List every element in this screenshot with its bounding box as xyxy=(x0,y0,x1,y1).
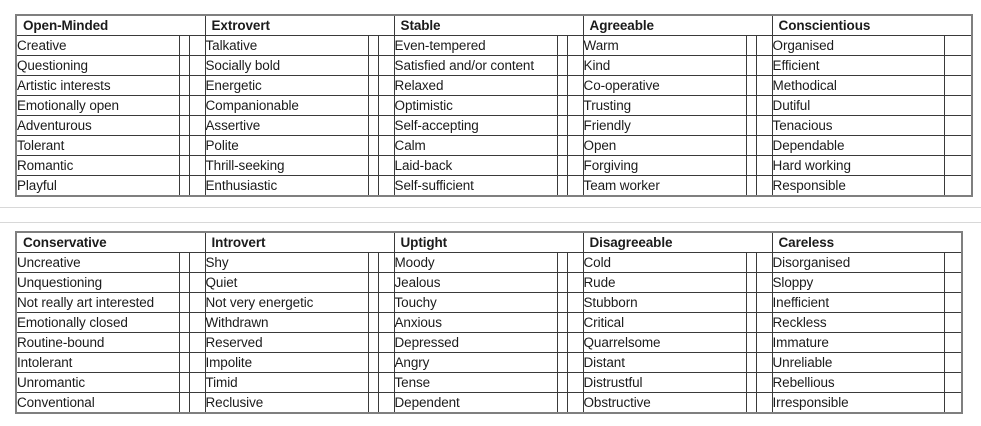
tick-box-cell[interactable] xyxy=(179,293,189,313)
trait-cell: Even-tempered xyxy=(394,36,557,56)
faint-divider-line xyxy=(0,207,981,208)
spacer-cell xyxy=(567,353,583,373)
tick-box-cell[interactable] xyxy=(179,136,189,156)
trait-cell: Moody xyxy=(394,253,557,273)
spacer-cell xyxy=(378,353,394,373)
tick-box-cell[interactable] xyxy=(944,76,972,96)
spacer-cell xyxy=(756,313,772,333)
negative-traits-table xyxy=(15,231,963,414)
spacer-cell xyxy=(378,156,394,176)
trait-cell: Dependable xyxy=(772,136,944,156)
tick-box-cell[interactable] xyxy=(179,56,189,76)
spacer-cell xyxy=(567,76,583,96)
tick-box-cell[interactable] xyxy=(746,253,756,273)
group-header-extrovert: Extrovert xyxy=(205,15,394,36)
trait-cell: Jealous xyxy=(394,273,557,293)
header-row xyxy=(16,232,962,253)
spacer-cell xyxy=(189,393,205,414)
tick-box-cell[interactable] xyxy=(179,333,189,353)
trait-cell: Dutiful xyxy=(772,96,944,116)
trait-cell: Quiet xyxy=(205,273,368,293)
spacer-cell xyxy=(189,273,205,293)
trait-cell: Assertive xyxy=(205,116,368,136)
group-header-careless: Careless xyxy=(772,232,962,253)
spacer-cell xyxy=(189,56,205,76)
trait-cell: Critical xyxy=(583,313,746,333)
tick-box-cell[interactable] xyxy=(368,96,378,116)
trait-cell: Distrustful xyxy=(583,373,746,393)
tick-box-cell[interactable] xyxy=(944,393,962,414)
tick-box-cell[interactable] xyxy=(557,76,567,96)
tick-box-cell[interactable] xyxy=(557,96,567,116)
spacer-cell xyxy=(189,176,205,197)
spacer-cell xyxy=(189,156,205,176)
header-row xyxy=(16,15,972,36)
trait-cell: Depressed xyxy=(394,333,557,353)
trait-cell: Creative xyxy=(16,36,179,56)
tick-box-cell[interactable] xyxy=(746,293,756,313)
tick-box-cell[interactable] xyxy=(179,273,189,293)
trait-row xyxy=(16,273,962,293)
trait-cell: Responsible xyxy=(772,176,944,197)
tick-box-cell[interactable] xyxy=(368,373,378,393)
trait-cell: Cold xyxy=(583,253,746,273)
spacer-cell xyxy=(756,116,772,136)
trait-row xyxy=(16,36,972,56)
tick-box-cell[interactable] xyxy=(746,273,756,293)
trait-cell: Touchy xyxy=(394,293,557,313)
tick-box-cell[interactable] xyxy=(944,333,962,353)
spacer-cell xyxy=(567,116,583,136)
spacer-cell xyxy=(567,373,583,393)
trait-cell: Inefficient xyxy=(772,293,944,313)
spacer-cell xyxy=(756,176,772,197)
tick-box-cell[interactable] xyxy=(179,176,189,197)
trait-cell: Reserved xyxy=(205,333,368,353)
positive-traits-band xyxy=(15,14,973,197)
spacer-cell xyxy=(378,333,394,353)
trait-cell: Efficient xyxy=(772,56,944,76)
spacer-cell xyxy=(189,313,205,333)
trait-cell: Team worker xyxy=(583,176,746,197)
spacer-cell xyxy=(189,76,205,96)
trait-cell: Reckless xyxy=(772,313,944,333)
tick-box-cell[interactable] xyxy=(368,293,378,313)
tick-box-cell[interactable] xyxy=(557,273,567,293)
trait-cell: Not really art interested xyxy=(16,293,179,313)
tick-box-cell[interactable] xyxy=(368,116,378,136)
tick-box-cell[interactable] xyxy=(746,333,756,353)
trait-cell: Rebellious xyxy=(772,373,944,393)
trait-cell: Enthusiastic xyxy=(205,176,368,197)
tick-box-cell[interactable] xyxy=(179,96,189,116)
tick-box-cell[interactable] xyxy=(557,313,567,333)
trait-cell: Unquestioning xyxy=(16,273,179,293)
group-header-introvert: Introvert xyxy=(205,232,394,253)
trait-cell: Forgiving xyxy=(583,156,746,176)
tick-box-cell[interactable] xyxy=(179,353,189,373)
tick-box-cell[interactable] xyxy=(557,136,567,156)
spacer-cell xyxy=(378,313,394,333)
spacer-cell xyxy=(189,253,205,273)
spacer-cell xyxy=(189,36,205,56)
tick-box-cell[interactable] xyxy=(944,353,962,373)
tick-box-cell[interactable] xyxy=(557,293,567,313)
tick-box-cell[interactable] xyxy=(944,56,972,76)
trait-row xyxy=(16,373,962,393)
trait-cell: Artistic interests xyxy=(16,76,179,96)
trait-cell: Anxious xyxy=(394,313,557,333)
tick-box-cell[interactable] xyxy=(944,373,962,393)
trait-row xyxy=(16,96,972,116)
negative-traits-band xyxy=(15,231,963,414)
trait-cell: Routine-bound xyxy=(16,333,179,353)
group-header-disagreeable: Disagreeable xyxy=(583,232,772,253)
tick-box-cell[interactable] xyxy=(368,36,378,56)
spacer-cell xyxy=(378,116,394,136)
tick-box-cell[interactable] xyxy=(557,176,567,197)
trait-cell: Companionable xyxy=(205,96,368,116)
trait-cell: Obstructive xyxy=(583,393,746,414)
trait-cell: Kind xyxy=(583,56,746,76)
trait-cell: Trusting xyxy=(583,96,746,116)
trait-cell: Shy xyxy=(205,253,368,273)
tick-box-cell[interactable] xyxy=(368,156,378,176)
trait-cell: Emotionally open xyxy=(16,96,179,116)
trait-row xyxy=(16,393,962,414)
spacer-cell xyxy=(756,36,772,56)
spacer-cell xyxy=(756,293,772,313)
tick-box-cell[interactable] xyxy=(368,273,378,293)
tick-box-cell[interactable] xyxy=(557,116,567,136)
tick-box-cell[interactable] xyxy=(746,96,756,116)
group-header-conscientious: Conscientious xyxy=(772,15,972,36)
tick-box-cell[interactable] xyxy=(944,96,972,116)
trait-cell: Polite xyxy=(205,136,368,156)
spacer-cell xyxy=(378,293,394,313)
trait-cell: Thrill-seeking xyxy=(205,156,368,176)
tick-box-cell[interactable] xyxy=(368,353,378,373)
tick-box-cell[interactable] xyxy=(944,136,972,156)
tick-box-cell[interactable] xyxy=(557,56,567,76)
spacer-cell xyxy=(189,116,205,136)
spacer-cell xyxy=(189,136,205,156)
spacer-cell xyxy=(189,293,205,313)
trait-cell: Relaxed xyxy=(394,76,557,96)
group-header-agreeable: Agreeable xyxy=(583,15,772,36)
trait-cell: Questioning xyxy=(16,56,179,76)
group-header-conservative: Conservative xyxy=(16,232,205,253)
trait-cell: Tense xyxy=(394,373,557,393)
trait-row xyxy=(16,136,972,156)
tick-box-cell[interactable] xyxy=(557,353,567,373)
spacer-cell xyxy=(378,253,394,273)
trait-cell: Optimistic xyxy=(394,96,557,116)
spacer-cell xyxy=(567,333,583,353)
trait-cell: Playful xyxy=(16,176,179,197)
tick-box-cell[interactable] xyxy=(179,253,189,273)
spacer-cell xyxy=(567,253,583,273)
trait-row xyxy=(16,333,962,353)
trait-cell: Calm xyxy=(394,136,557,156)
trait-row xyxy=(16,156,972,176)
positive-traits-table xyxy=(15,14,973,197)
trait-row xyxy=(16,313,962,333)
group-header-stable: Stable xyxy=(394,15,583,36)
trait-cell: Irresponsible xyxy=(772,393,944,414)
trait-cell: Adventurous xyxy=(16,116,179,136)
trait-cell: Quarrelsome xyxy=(583,333,746,353)
tick-box-cell[interactable] xyxy=(944,116,972,136)
tick-box-cell[interactable] xyxy=(179,36,189,56)
trait-cell: Immature xyxy=(772,333,944,353)
trait-cell: Timid xyxy=(205,373,368,393)
spacer-cell xyxy=(567,136,583,156)
trait-cell: Stubborn xyxy=(583,293,746,313)
spacer-cell xyxy=(189,333,205,353)
trait-row xyxy=(16,76,972,96)
trait-cell: Self-sufficient xyxy=(394,176,557,197)
tick-box-cell[interactable] xyxy=(746,56,756,76)
trait-cell: Laid-back xyxy=(394,156,557,176)
tick-box-cell[interactable] xyxy=(944,273,962,293)
trait-cell: Intolerant xyxy=(16,353,179,373)
trait-row xyxy=(16,116,972,136)
trait-cell: Uncreative xyxy=(16,253,179,273)
spacer-cell xyxy=(756,96,772,116)
trait-cell: Dependent xyxy=(394,393,557,414)
spacer-cell xyxy=(189,353,205,373)
spacer-cell xyxy=(567,293,583,313)
spacer-cell xyxy=(756,353,772,373)
tick-box-cell[interactable] xyxy=(746,176,756,197)
trait-row xyxy=(16,293,962,313)
spacer-cell xyxy=(756,136,772,156)
spacer-cell xyxy=(567,176,583,197)
tick-box-cell[interactable] xyxy=(368,136,378,156)
tick-box-cell[interactable] xyxy=(746,313,756,333)
spacer-cell xyxy=(378,56,394,76)
trait-cell: Friendly xyxy=(583,116,746,136)
spacer-cell xyxy=(378,273,394,293)
spacer-cell xyxy=(756,373,772,393)
spacer-cell xyxy=(378,393,394,414)
tick-box-cell[interactable] xyxy=(368,313,378,333)
tick-box-cell[interactable] xyxy=(746,393,756,414)
tick-box-cell[interactable] xyxy=(746,116,756,136)
trait-cell: Distant xyxy=(583,353,746,373)
spacer-cell xyxy=(378,373,394,393)
tick-box-cell[interactable] xyxy=(746,156,756,176)
spacer-cell xyxy=(378,76,394,96)
spacer-cell xyxy=(567,313,583,333)
spacer-cell xyxy=(756,333,772,353)
tick-box-cell[interactable] xyxy=(944,36,972,56)
faint-divider-line xyxy=(0,222,981,223)
trait-cell: Open xyxy=(583,136,746,156)
trait-cell: Sloppy xyxy=(772,273,944,293)
spacer-cell xyxy=(378,36,394,56)
spacer-cell xyxy=(567,156,583,176)
spacer-cell xyxy=(378,96,394,116)
spacer-cell xyxy=(756,393,772,414)
trait-row xyxy=(16,56,972,76)
spacer-cell xyxy=(567,56,583,76)
spacer-cell xyxy=(756,56,772,76)
trait-cell: Conventional xyxy=(16,393,179,414)
tick-box-cell[interactable] xyxy=(179,156,189,176)
tick-box-cell[interactable] xyxy=(944,293,962,313)
tick-box-cell[interactable] xyxy=(179,76,189,96)
group-header-open-minded: Open-Minded xyxy=(16,15,205,36)
trait-cell: Angry xyxy=(394,353,557,373)
spacer-cell xyxy=(189,373,205,393)
tick-box-cell[interactable] xyxy=(944,156,972,176)
trait-cell: Withdrawn xyxy=(205,313,368,333)
tick-box-cell[interactable] xyxy=(179,393,189,414)
tick-box-cell[interactable] xyxy=(557,333,567,353)
trait-cell: Warm xyxy=(583,36,746,56)
trait-cell: Reclusive xyxy=(205,393,368,414)
tick-box-cell[interactable] xyxy=(746,136,756,156)
spacer-cell xyxy=(567,273,583,293)
spacer-cell xyxy=(756,253,772,273)
tick-box-cell[interactable] xyxy=(368,76,378,96)
trait-cell: Tolerant xyxy=(16,136,179,156)
tick-box-cell[interactable] xyxy=(746,373,756,393)
trait-cell: Rude xyxy=(583,273,746,293)
trait-cell: Satisfied and/or content xyxy=(394,56,557,76)
spacer-cell xyxy=(378,176,394,197)
tick-box-cell[interactable] xyxy=(746,36,756,56)
tick-box-cell[interactable] xyxy=(368,333,378,353)
tick-box-cell[interactable] xyxy=(746,76,756,96)
tick-box-cell[interactable] xyxy=(944,253,962,273)
trait-row xyxy=(16,176,972,197)
trait-cell: Self-accepting xyxy=(394,116,557,136)
tick-box-cell[interactable] xyxy=(557,373,567,393)
spacer-cell xyxy=(756,156,772,176)
trait-cell: Methodical xyxy=(772,76,944,96)
spacer-cell xyxy=(756,273,772,293)
trait-cell: Talkative xyxy=(205,36,368,56)
tick-box-cell[interactable] xyxy=(179,313,189,333)
group-header-uptight: Uptight xyxy=(394,232,583,253)
trait-cell: Tenacious xyxy=(772,116,944,136)
trait-cell: Impolite xyxy=(205,353,368,373)
spacer-cell xyxy=(756,76,772,96)
tick-box-cell[interactable] xyxy=(557,36,567,56)
trait-cell: Co-operative xyxy=(583,76,746,96)
tick-box-cell[interactable] xyxy=(557,393,567,414)
trait-cell: Energetic xyxy=(205,76,368,96)
tick-box-cell[interactable] xyxy=(179,373,189,393)
tick-box-cell[interactable] xyxy=(368,56,378,76)
spacer-cell xyxy=(378,136,394,156)
spacer-cell xyxy=(189,96,205,116)
trait-row xyxy=(16,353,962,373)
tick-box-cell[interactable] xyxy=(557,253,567,273)
tick-box-cell[interactable] xyxy=(944,176,972,197)
tick-box-cell[interactable] xyxy=(368,393,378,414)
tick-box-cell[interactable] xyxy=(557,156,567,176)
spacer-cell xyxy=(567,36,583,56)
trait-cell: Romantic xyxy=(16,156,179,176)
trait-cell: Unreliable xyxy=(772,353,944,373)
tick-box-cell[interactable] xyxy=(944,313,962,333)
trait-cell: Unromantic xyxy=(16,373,179,393)
tick-box-cell[interactable] xyxy=(368,253,378,273)
spacer-cell xyxy=(567,393,583,414)
trait-cell: Hard working xyxy=(772,156,944,176)
tick-box-cell[interactable] xyxy=(179,116,189,136)
trait-cell: Emotionally closed xyxy=(16,313,179,333)
trait-cell: Disorganised xyxy=(772,253,944,273)
tick-box-cell[interactable] xyxy=(368,176,378,197)
trait-cell: Not very energetic xyxy=(205,293,368,313)
trait-row xyxy=(16,253,962,273)
tick-box-cell[interactable] xyxy=(746,353,756,373)
trait-cell: Socially bold xyxy=(205,56,368,76)
spacer-cell xyxy=(567,96,583,116)
trait-cell: Organised xyxy=(772,36,944,56)
